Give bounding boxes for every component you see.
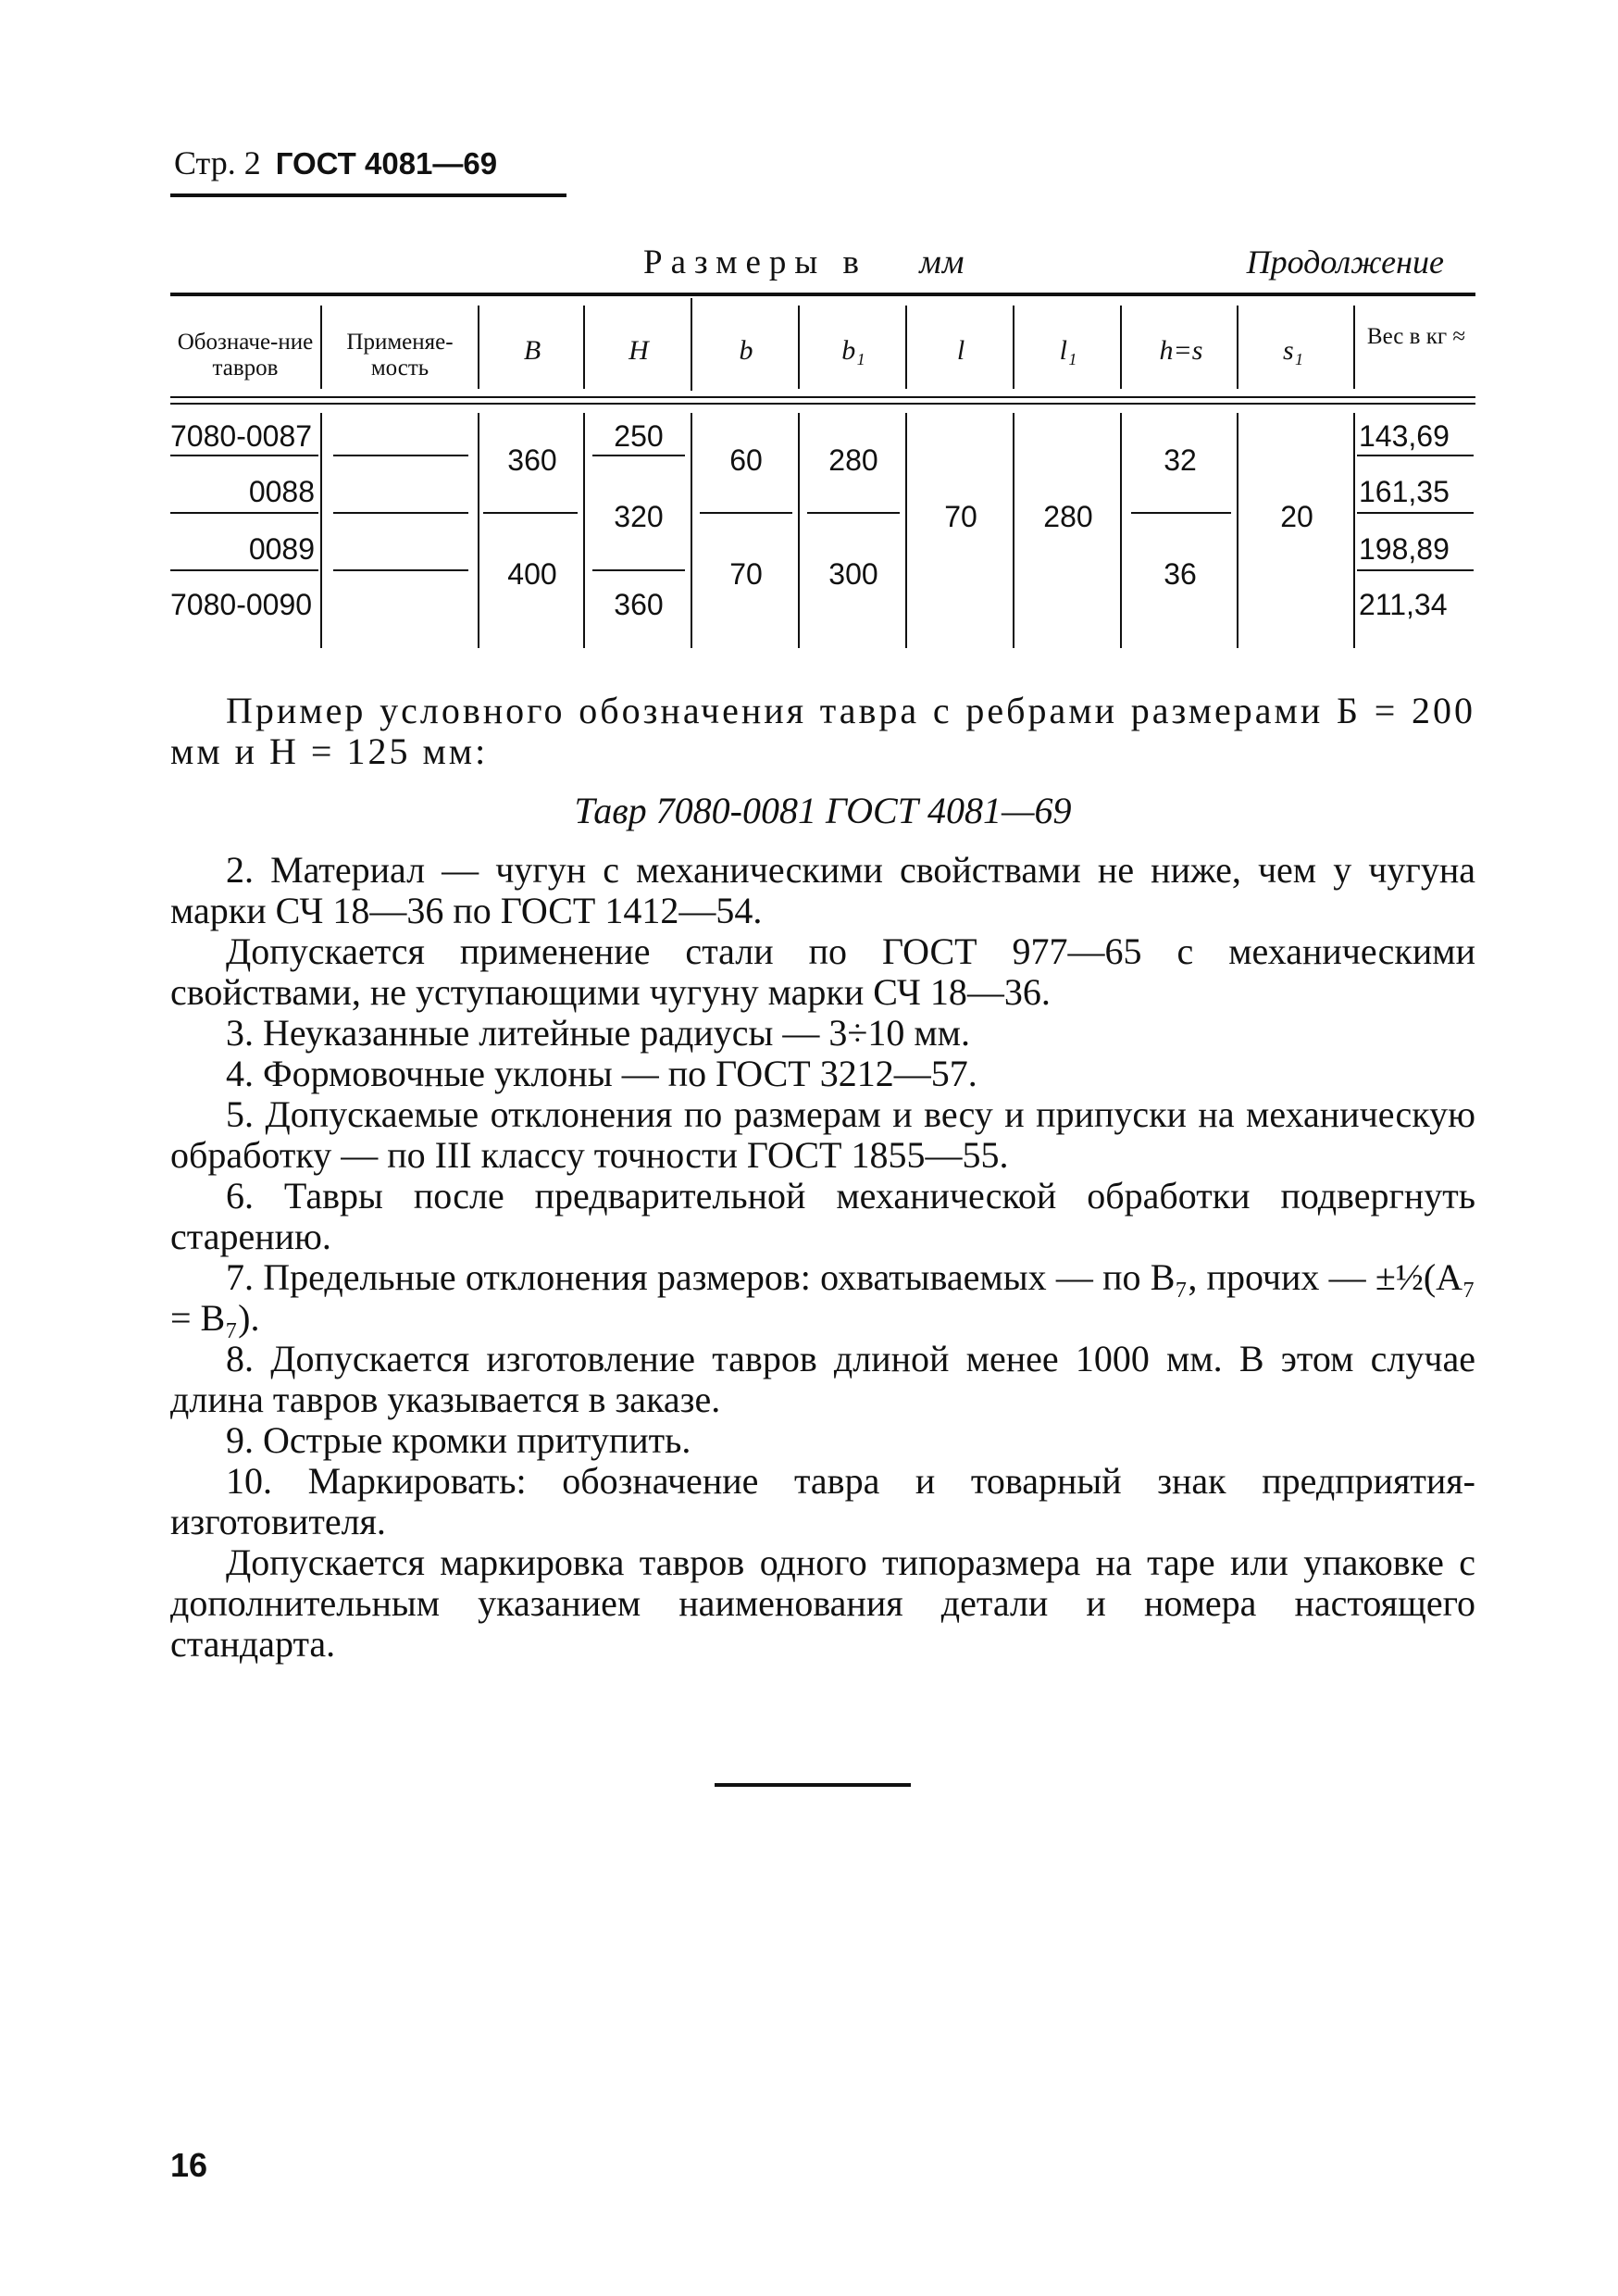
page-label: Стр. 2: [174, 144, 261, 181]
column-divider: [478, 413, 479, 648]
clause-2: 2. Материал — чугун с механическими свойствами не ниже, чем у чугуна марки СЧ 18—36 по ГОСТ 1412—54.: [170, 849, 1475, 931]
column-divider: [691, 298, 692, 391]
table-header-rule: [170, 403, 1475, 405]
column-divider: [691, 413, 692, 648]
table-cell-b1: 280: [828, 443, 878, 477]
table-cell-weight: 161,35: [1359, 475, 1450, 508]
column-divider: [905, 413, 907, 648]
end-rule: [715, 1783, 911, 1787]
row-separator: [1357, 569, 1474, 571]
row-separator: [170, 455, 318, 456]
table-cell-h-s: 32: [1164, 443, 1197, 477]
table-cell-l1: 280: [1043, 500, 1093, 533]
col-header-applicability: Применяе-мость: [346, 330, 454, 381]
column-divider: [1013, 413, 1014, 648]
column-divider: [1237, 413, 1238, 648]
clause-3: 3. Неуказанные литейные радиусы — 3÷10 мм.: [226, 1012, 970, 1054]
table-cell-weight: 211,34: [1359, 588, 1448, 621]
table-caption-unit: мм: [919, 243, 965, 281]
table-cell-b1: 300: [828, 557, 878, 591]
clause-9: 9. Острые кромки притупить.: [226, 1419, 691, 1461]
example-intro: Пример условного обозначения тавра с ребрами размерами Б = 200 мм и Н = 125 мм:: [170, 690, 1475, 772]
col-header-H: H: [629, 335, 649, 366]
row-separator: [170, 512, 318, 514]
row-separator: [483, 512, 578, 514]
row-separator: [333, 455, 468, 456]
table-cell-l: 70: [944, 500, 977, 533]
column-divider: [1353, 413, 1355, 648]
clause-10-note: Допускается маркировка тавров одного типоразмера на таре или упаковке с дополнительным указанием наименования детали и номера настоящего стандарта.: [170, 1541, 1475, 1665]
row-separator: [1357, 512, 1474, 514]
column-divider: [1237, 306, 1238, 389]
column-divider: [478, 306, 479, 389]
continuation-label: Продолжение: [1246, 243, 1444, 281]
table-cell-h-s: 36: [1164, 557, 1197, 591]
row-separator: [592, 569, 685, 571]
row-separator: [170, 569, 318, 571]
table-header-rule: [170, 396, 1475, 398]
table-top-rule: [170, 293, 1475, 296]
row-separator: [592, 455, 685, 456]
clause-2-note: Допускается применение стали по ГОСТ 977—65 с механическими свойствами, не уступающими чугуну марки СЧ 18—36.: [170, 930, 1475, 1013]
col-header-weight: Вес в кг ≈: [1366, 324, 1466, 349]
table-cell-H: 360: [614, 588, 664, 621]
col-header-l: l: [956, 335, 965, 366]
table-cell-s1: 20: [1280, 500, 1313, 533]
column-divider: [1120, 306, 1122, 389]
page-number: 16: [170, 2146, 208, 2184]
table-caption-in: в: [842, 243, 868, 281]
column-divider: [905, 306, 907, 389]
table-cell-b: 70: [729, 557, 763, 591]
col-header-b1: b₁: [841, 335, 865, 366]
column-divider: [320, 306, 322, 389]
row-separator: [333, 569, 468, 571]
col-header-l1: l₁: [1059, 335, 1077, 366]
row-separator: [807, 512, 900, 514]
column-divider: [1013, 306, 1014, 389]
table-cell-H: 250: [614, 419, 664, 453]
table-caption: [643, 243, 965, 282]
clause-10: 10. Маркировать: обозначение тавра и товарный знак предприятия-изготовителя.: [170, 1460, 1475, 1542]
table-cell-H: 320: [614, 500, 664, 533]
col-header-s1: s₁: [1282, 335, 1304, 366]
row-separator: [1131, 512, 1231, 514]
table-cell-designation: 7080-0090: [170, 588, 313, 621]
example-marking: Тавр 7080-0081 ГОСТ 4081—69: [574, 790, 1072, 831]
clause-6: 6. Тавры после предварительной механической обработки подвергнуть старению.: [170, 1175, 1475, 1257]
clause-5: 5. Допускаемые отклонения по размерам и весу и припуски на механическую обработку — по III классу точности ГОСТ 1855—55.: [170, 1093, 1475, 1176]
column-divider: [798, 413, 800, 648]
clause-7: 7. Предельные отклонения размеров: охватываемых — по B₇, прочих — ±½(A₇ = B₇).: [170, 1256, 1475, 1339]
row-separator: [700, 512, 792, 514]
column-divider: [1120, 413, 1122, 648]
clause-8: 8. Допускается изготовление тавров длиной менее 1000 мм. В этом случае длина тавров указывается в заказе.: [170, 1338, 1475, 1420]
table-cell-weight: 198,89: [1359, 532, 1450, 566]
col-header-designation: Обозначе-ние тавров: [177, 330, 314, 381]
column-divider: [583, 306, 585, 389]
table-cell-designation: 7080-0087: [170, 419, 313, 453]
column-divider: [583, 413, 585, 648]
table-cell-b: 60: [729, 443, 763, 477]
col-header-B: B: [523, 335, 541, 366]
table-cell-designation: 0089: [248, 532, 315, 566]
col-header-b: b: [739, 335, 753, 366]
header-rule: [170, 193, 566, 197]
table-cell-B: 400: [507, 557, 557, 591]
clause-4: 4. Формовочные уклоны — по ГОСТ 3212—57.: [226, 1053, 977, 1094]
column-divider: [320, 413, 322, 648]
column-divider: [1353, 306, 1355, 389]
row-separator: [1357, 455, 1474, 456]
table-cell-B: 360: [507, 443, 557, 477]
column-divider: [798, 306, 800, 389]
row-separator: [333, 512, 468, 514]
table-cell-designation: 0088: [248, 475, 315, 508]
standard-number: ГОСТ 4081—69: [275, 146, 498, 181]
page-header: [174, 144, 497, 182]
col-header-h-s: h=s: [1159, 335, 1203, 366]
table-caption-title: Размеры: [643, 243, 827, 281]
table-cell-weight: 143,69: [1359, 419, 1450, 453]
